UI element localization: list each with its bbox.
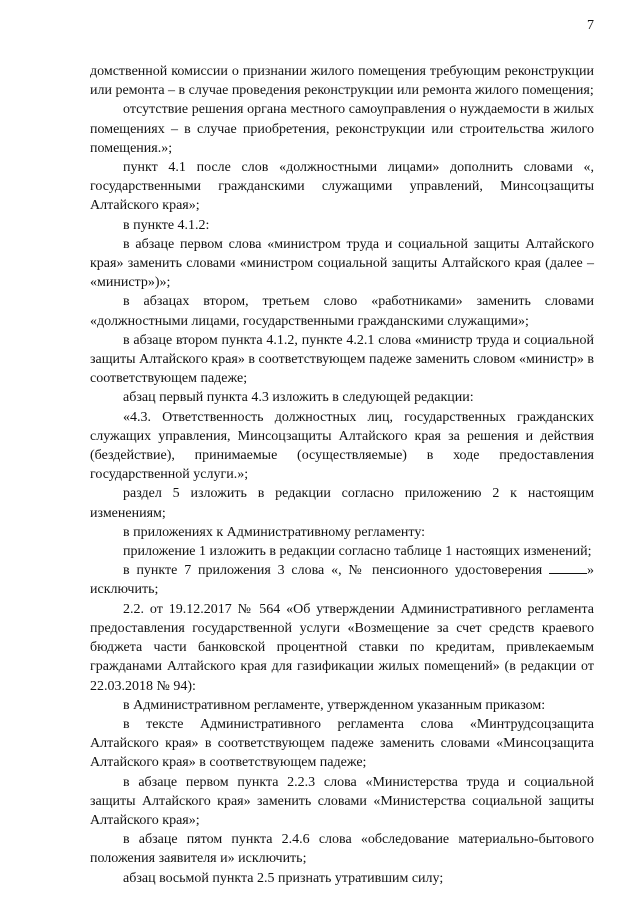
paragraph: 2.2. от 19.12.2017 № 564 «Об утверждении Административного регламента предоставления государственной услуги «Возмещение за счет средств краевого бюджета части банковской процентной ставки по кредитам, привлекаемым гражданами Алтайского края для газификации жилых помещений» (в редакции от 22.03.2018 № 94): <box>90 601 594 694</box>
paragraph: в тексте Административного регламента слова «Минтрудсоцзащита Алтайского края» в соответствующем падеже заменить словами «Минсоцзащита Алтайского края» в соответствующем падеже; <box>90 716 594 771</box>
paragraph-part: » исключить; <box>90 563 594 598</box>
paragraph: в абзаце втором пункта 4.1.2, пункте 4.2.1 слова «министр труда и социальной защиты Алтайского края» в соответствующем падеже заменить словом «министр» в соответствующем падеже; <box>90 332 594 387</box>
document-body <box>90 62 594 888</box>
paragraph: «4.3. Ответственность должностных лиц, государственных гражданских служащих управления, Минсоцзащиты Алтайского края за решения и действия (бездействие), принимаемые (осуществляемые) в ходе предоставления государственной услуги.»; <box>90 409 594 483</box>
paragraph: раздел 5 изложить в редакции согласно приложению 2 к настоящим изменениям; <box>90 486 594 521</box>
paragraph: приложение 1 изложить в редакции согласно таблице 1 настоящих изменений; <box>123 544 592 560</box>
paragraph: абзац восьмой пункта 2.5 признать утратившим силу; <box>123 870 444 886</box>
blank-line <box>549 561 587 574</box>
paragraph: в абзаце первом пункта 2.2.3 слова «Министерства труда и социальной защиты Алтайского края» заменить словами «Министерства социальной защиты Алтайского края»; <box>90 774 594 828</box>
paragraph: в абзацах втором, третьем слово «работниками» заменить словами «должностными лицами, государственными гражданскими служащими»; <box>90 294 594 329</box>
paragraph: в абзаце пятом пункта 2.4.6 слова «обследование материально-бытового положения заявителя и» исключить; <box>90 832 594 867</box>
paragraph: в пункте 4.1.2: <box>123 217 210 233</box>
paragraph: в Административном регламенте, утвержденном указанным приказом: <box>123 697 546 713</box>
paragraph: в абзаце первом слова «министром труда и социальной защиты Алтайского края» заменить словами «министром социальной защиты Алтайского края (далее – «министр»)»; <box>90 236 594 291</box>
paragraph: пункт 4.1 после слов «должностными лицами» дополнить словами «, государственными гражданскими служащими управлений, Минсоцзащиты Алтайского края»; <box>90 160 594 214</box>
page-number: 7 <box>587 18 594 33</box>
paragraph: домственной комиссии о признании жилого помещения требующим реконструкции или ремонта – в случае проведения реконструкции или ремонта жилого помещения; <box>90 64 594 99</box>
paragraph: абзац первый пункта 4.3 изложить в следующей редакции: <box>123 390 474 406</box>
paragraph: отсутствие решения органа местного самоуправления о нуждаемости в жилых помещениях – в случае приобретения, реконструкции или строительства жилого помещения.»; <box>90 102 594 156</box>
paragraph-part: в пункте 7 приложения 3 слова «, № пенсионного удостоверения <box>123 563 543 579</box>
paragraph-with-blank <box>90 561 594 599</box>
paragraph: в приложениях к Административному регламенту: <box>123 524 426 540</box>
